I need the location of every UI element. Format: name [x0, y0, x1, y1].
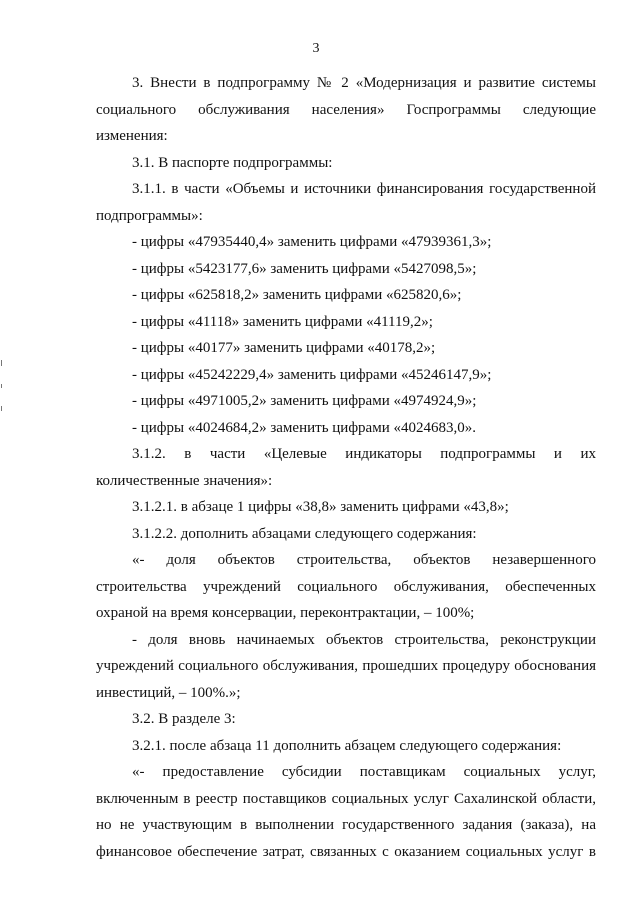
text-line: - цифры «4024684,2» заменить цифрами «4024683,0».	[132, 419, 476, 436]
text-line: инвестиций, – 100%.»;	[96, 684, 241, 701]
text-line: 3.1.1. в части «Объемы и источники финансирования государственной	[132, 181, 596, 197]
text-line: - цифры «45242229,4» заменить цифрами «45246147,9»;	[132, 366, 492, 383]
document-body	[96, 70, 596, 865]
scan-edge-marks	[0, 0, 3, 905]
text-line: - цифры «41118» заменить цифрами «41119,2»;	[132, 313, 433, 330]
text-line: но не участвующим в выполнении государственного задания (заказа), на	[96, 817, 596, 833]
text-line: - цифры «40177» заменить цифрами «40178,2»;	[132, 340, 436, 356]
text-line: включенным в реестр поставщиков социальных услуг Сахалинской области,	[96, 790, 596, 807]
text-line: 3.2.1. после абзаца 11 дополнить абзацем следующего содержания:	[132, 737, 562, 754]
text-line: 3.1.2.2. дополнить абзацами следующего содержания:	[132, 525, 477, 542]
text-line: «- доля объектов строительства, объектов незавершенного	[132, 552, 596, 568]
text-line: 3.2. В разделе 3:	[132, 711, 236, 727]
text-line: - цифры «5423177,6» заменить цифрами «5427098,5»;	[132, 260, 477, 277]
text-line: - доля вновь начинаемых объектов строительства, реконструкции	[132, 631, 596, 648]
text-line: 3. Внести в подпрограмму № 2 «Модернизация и развитие системы	[132, 75, 596, 91]
text-line: социального обслуживания населения» Госпрограммы следующие	[96, 101, 596, 118]
text-line: 3.1. В паспорте подпрограммы:	[132, 154, 333, 171]
text-line: изменения:	[96, 128, 168, 144]
text-line: учреждений социального обслуживания, прошедших процедуру обоснования	[96, 658, 596, 674]
text-line: 3.1.2.1. в абзаце 1 цифры «38,8» заменить цифрами «43,8»;	[132, 499, 509, 515]
page-number: 3	[312, 41, 320, 56]
text-line: финансовое обеспечение затрат, связанных с оказанием социальных услуг в	[96, 843, 596, 860]
text-line: строительства учреждений социального обслуживания, обеспеченных	[96, 578, 596, 595]
text-line: - цифры «4971005,2» заменить цифрами «4974924,9»;	[132, 393, 477, 409]
text-line: - цифры «625818,2» заменить цифрами «625820,6»;	[132, 287, 462, 303]
text-line: «- предоставление субсидии поставщикам социальных услуг,	[132, 764, 596, 780]
text-line: подпрограммы»:	[96, 207, 203, 224]
text-line: охраной на время консервации, переконтрактации, – 100%;	[96, 605, 475, 621]
text-line: - цифры «47935440,4» заменить цифрами «47939361,3»;	[132, 234, 492, 250]
text-line: 3.1.2. в части «Целевые индикаторы подпрограммы и их	[132, 446, 596, 462]
text-line: количественные значения»:	[96, 472, 273, 489]
